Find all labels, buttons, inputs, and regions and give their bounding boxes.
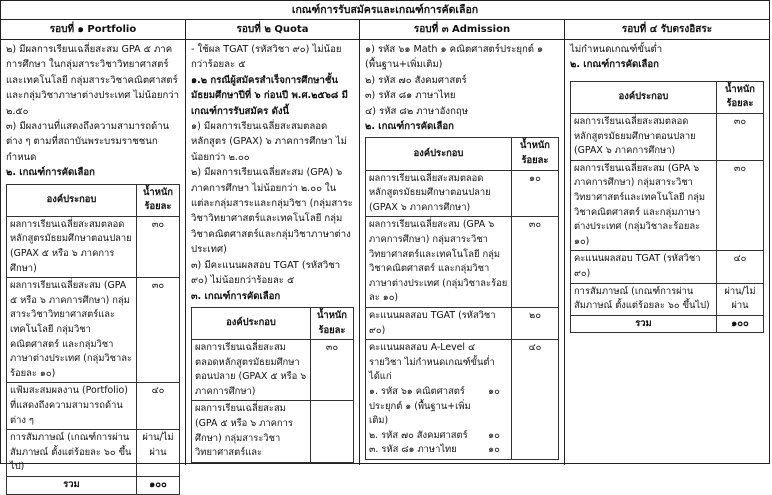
round4-header: รอบที่ ๔ รับตรงอิสระ — [621, 24, 713, 35]
weight-cell: ๔๐ — [512, 340, 559, 460]
round3-subject: ๓) รหัส ๘๑ ภาษาไทย — [365, 90, 456, 102]
total-row — [571, 315, 764, 333]
alevel-cell — [366, 340, 512, 460]
round2-line: ๓) มีคะแนนผลสอบ TGAT (รหัสวิชา ๙๐) ไม่น้อยกว่าร้อยละ ๕ — [191, 259, 341, 287]
weight-header: น้ำหนัก ร้อยละ — [717, 81, 764, 113]
round3-column — [360, 40, 565, 465]
round3-weight-table — [365, 137, 559, 459]
round1-header: รอบที่ ๑ Portfolio — [1, 20, 186, 39]
component-cell: ผลการเรียนเฉลี่ยสะสมตลอดหลักสูตรมัธยมศึกษาตอนปลาย (GPAX ๖ ภาคการศึกษา) — [571, 114, 717, 161]
table-row — [192, 401, 354, 462]
weight-cell: ๓๐ — [717, 160, 764, 251]
component-cell: ผลการเรียนเฉลี่ยสะสม (GPA ๖ ภาคการศึกษา) กลุ่มสาระวิชาวิทยาศาสตร์และเทคโนโลยี กลุ่มวิชาคณิตศาสตร์ และกลุ่มวิชาภาษาต่างประเทศ (กลุ่มวิชาละร้อยละ ๑๐) — [366, 217, 512, 308]
table-row — [571, 283, 764, 315]
weight-cell: ผ่าน/ไม่ผ่าน — [717, 283, 764, 315]
alevel-item: ๒. รหัส ๗๐ สังคมศาสตร์ ๑๐ — [369, 429, 500, 441]
round3-subject: ๔) รหัส ๘๒ ภาษาอังกฤษ — [365, 105, 469, 117]
table-row — [192, 340, 354, 401]
table-row — [571, 114, 764, 161]
round1-column — [1, 40, 186, 490]
weight-cell: ๔๐ — [137, 383, 180, 430]
round3-header: รอบที่ ๓ Admission — [360, 20, 565, 39]
round1-criterion-2: ๒) มีผลการเรียนเฉลี่ยสะสม GPA ๕ ภาคการศึกษา ในกลุ่มสาระวิชาวิทยาศาสตร์และเทคโนโลยี กลุ่มสาระวิชาคณิตศาสตร์ และกลุ่มวิชาภาษาต่างประเทศ ไม่น้อยกว่า ๒.๕๐ — [6, 44, 180, 117]
component-cell: ผลการเรียนเฉลี่ยสะสมตลอดหลักสูตรมัธยมศึกษาตอนปลาย (GPAX ๕ หรือ ๖ ภาคการศึกษา) — [192, 340, 311, 401]
component-header: องค์ประกอบ — [571, 81, 717, 113]
weight-cell: ๒๐ — [512, 307, 559, 339]
round3-subject: ๑) รหัส ๖๑ Math ๑ คณิตศาสตร์ประยุกต์ ๑ (พื้นฐาน+เพิ่มเติม) — [365, 44, 544, 71]
weight-header: น้ำหนัก ร้อยละ — [137, 184, 180, 216]
table-row — [366, 170, 559, 217]
table-row — [571, 251, 764, 283]
round1-selection-heading: ๒. เกณฑ์การคัดเลือก — [6, 167, 95, 179]
component-cell: การสัมภาษณ์ (เกณฑ์การผ่านสัมภาษณ์ ตั้งแต่ร้อยละ ๖๐ ขึ้นไป) — [571, 283, 717, 315]
weight-header: น้ำหนัก ร้อยละ — [311, 307, 354, 339]
round2-column — [186, 40, 360, 465]
weight-cell: ๓๐ — [311, 340, 354, 401]
component-cell: คะแนนผลสอบ TGAT (รหัสวิชา ๙๐) — [366, 307, 512, 339]
round-columns — [1, 40, 769, 490]
component-header: องค์ประกอบ — [192, 307, 311, 339]
total-label: รวม — [571, 315, 717, 333]
weight-cell: ๓๐ — [717, 114, 764, 161]
weight-cell: ๓๐ — [137, 278, 180, 383]
round2-line: ๒) มีผลการเรียนเฉลี่ยสะสม (GPA) ๖ ภาคการศึกษา ไม่น้อยกว่า ๒.๐๐ ในแต่ละกลุ่มสาระและกลุ่มวิชา (กลุ่มสาระวิชาวิทยาศาสตร์และเทคโนโลยี กลุ่มวิชาคณิตศาสตร์และกลุ่มวิชาภาษาต่างประเทศ) — [191, 167, 353, 256]
component-cell: การสัมภาษณ์ (เกณฑ์การผ่านสัมภาษณ์ ตั้งแต่ร้อยละ ๖๐ ขึ้นไป) — [7, 430, 137, 477]
round4-weight-table — [570, 81, 764, 334]
table-row — [7, 430, 180, 477]
round2-line: ๑) มีผลการเรียนเฉลี่ยสะสมตลอดหลักสูตร (GPAX) ๖ ภาคการศึกษา ไม่น้อยกว่า ๒.๐๐ — [191, 121, 348, 163]
component-cell: ผลการเรียนเฉลี่ยสะสมตลอดหลักสูตรมัธยมศึกษาตอนปลาย (GPAX ๕ หรือ ๖ ภาคการศึกษา) — [7, 216, 137, 277]
component-cell: ผลการเรียนเฉลี่ยสะสมตลอดหลักสูตรมัธยมศึกษาตอนปลาย (GPAX ๖ ภาคการศึกษา) — [366, 170, 512, 217]
table-row — [366, 340, 559, 460]
weight-cell: ๓๐ — [512, 217, 559, 308]
round2-line: - ใช้ผล TGAT (รหัสวิชา ๙๐) ไม่น้อยกว่าร้อยละ ๕ — [191, 44, 342, 71]
round3-selection-heading: ๒. เกณฑ์การคัดเลือก — [365, 121, 454, 133]
component-header: องค์ประกอบ — [7, 184, 137, 216]
component-cell: ผลการเรียนเฉลี่ยสะสม (GPA ๖ ภาคการศึกษา) กลุ่มสาระวิชาวิทยาศาสตร์และเทคโนโลยี กลุ่มวิชาคณิตศาสตร์ และกลุ่มภาษาต่างประเทศ (กลุ่มวิชาละร้อยละ ๑๐) — [571, 160, 717, 251]
document-title: เกณฑ์การรับสมัครและเกณฑ์การคัดเลือก — [1, 1, 769, 20]
total-value: ๑๐๐ — [717, 315, 764, 333]
total-label: รวม — [7, 476, 137, 494]
round1-weight-table — [6, 184, 180, 495]
round-headers — [1, 20, 769, 40]
round4-column — [565, 40, 769, 465]
weight-cell: ๓๐ — [137, 216, 180, 277]
weight-header: น้ำหนัก ร้อยละ — [512, 138, 559, 170]
table-row — [7, 383, 180, 430]
component-cell: คะแนนผลสอบ TGAT (รหัสวิชา ๙๐) — [571, 251, 717, 283]
table-row — [7, 216, 180, 277]
round1-criterion-3: ๓) มีผลงานที่แสดงถึงความสามารถด้านต่าง ๆ ตามที่สถาบันพระบรมราชชนกกำหนด — [6, 121, 170, 163]
table-row — [366, 217, 559, 308]
total-value: ๑๐๐ — [137, 476, 180, 494]
alevel-item: ๓. รหัส ๘๑ ภาษาไทย ๑๐ — [369, 444, 500, 456]
weight-cell: ๑๐ — [512, 170, 559, 217]
component-cell: ผลการเรียนเฉลี่ยสะสม (GPA ๕ หรือ ๖ ภาคการศึกษา) กลุ่มสาระวิชาวิทยาศาสตร์และ — [192, 401, 311, 462]
round2-selection-heading: ๓. เกณฑ์การคัดเลือก — [191, 290, 281, 302]
table-row — [7, 278, 180, 383]
component-cell: ผลการเรียนเฉลี่ยสะสม (GPA ๕ หรือ ๖ ภาคการศึกษา) กลุ่มสาระวิชาวิทยาศาสตร์และเทคโนโลยี กลุ่มวิชาคณิตศาสตร์ และกลุ่มวิชาภาษาต่างประเทศ (กลุ่มวิชาละร้อยละ ๑๐) — [7, 278, 137, 383]
round4-intro: ไม่กำหนดเกณฑ์ขั้นต่ำ — [570, 44, 663, 55]
alevel-item: ๑. รหัส ๖๑ คณิตศาสตร์ประยุกต์ ๑ (พื้นฐาน+เพิ่มเติม) ๑๐ — [369, 385, 500, 427]
round2-header: รอบที่ ๒ Quota — [186, 20, 360, 39]
component-cell: แฟ้มสะสมผลงาน (Portfolio) ที่แสดงถึงความสามารถด้านต่าง ๆ — [7, 383, 137, 430]
table-row — [571, 160, 764, 251]
round4-selection-heading: ๒. เกณฑ์การคัดเลือก — [570, 59, 659, 71]
weight-cell — [311, 401, 354, 462]
weight-cell: ๔๐ — [717, 251, 764, 283]
round2-weight-table — [191, 307, 354, 463]
component-header: องค์ประกอบ — [366, 138, 512, 170]
round2-subheading: ๑.๒ กรณีผู้สมัครสำเร็จการศึกษาชั้นมัธยมศึกษาปีที่ ๖ ก่อนปี พ.ศ.๒๕๖๘ มีเกณฑ์การรับสมัคร ดังนี้ — [191, 74, 348, 117]
table-row — [366, 307, 559, 339]
alevel-intro: คะแนนผลสอบ A-Level ๔ รายวิชา ไม่กำหนดเกณฑ์ขั้นต่ำ ได้แก่ — [369, 342, 495, 383]
round3-subject: ๒) รหัส ๗๐ สังคมศาสตร์ — [365, 74, 467, 86]
weight-cell: ผ่าน/ไม่ผ่าน — [137, 430, 180, 477]
total-row — [7, 476, 180, 494]
